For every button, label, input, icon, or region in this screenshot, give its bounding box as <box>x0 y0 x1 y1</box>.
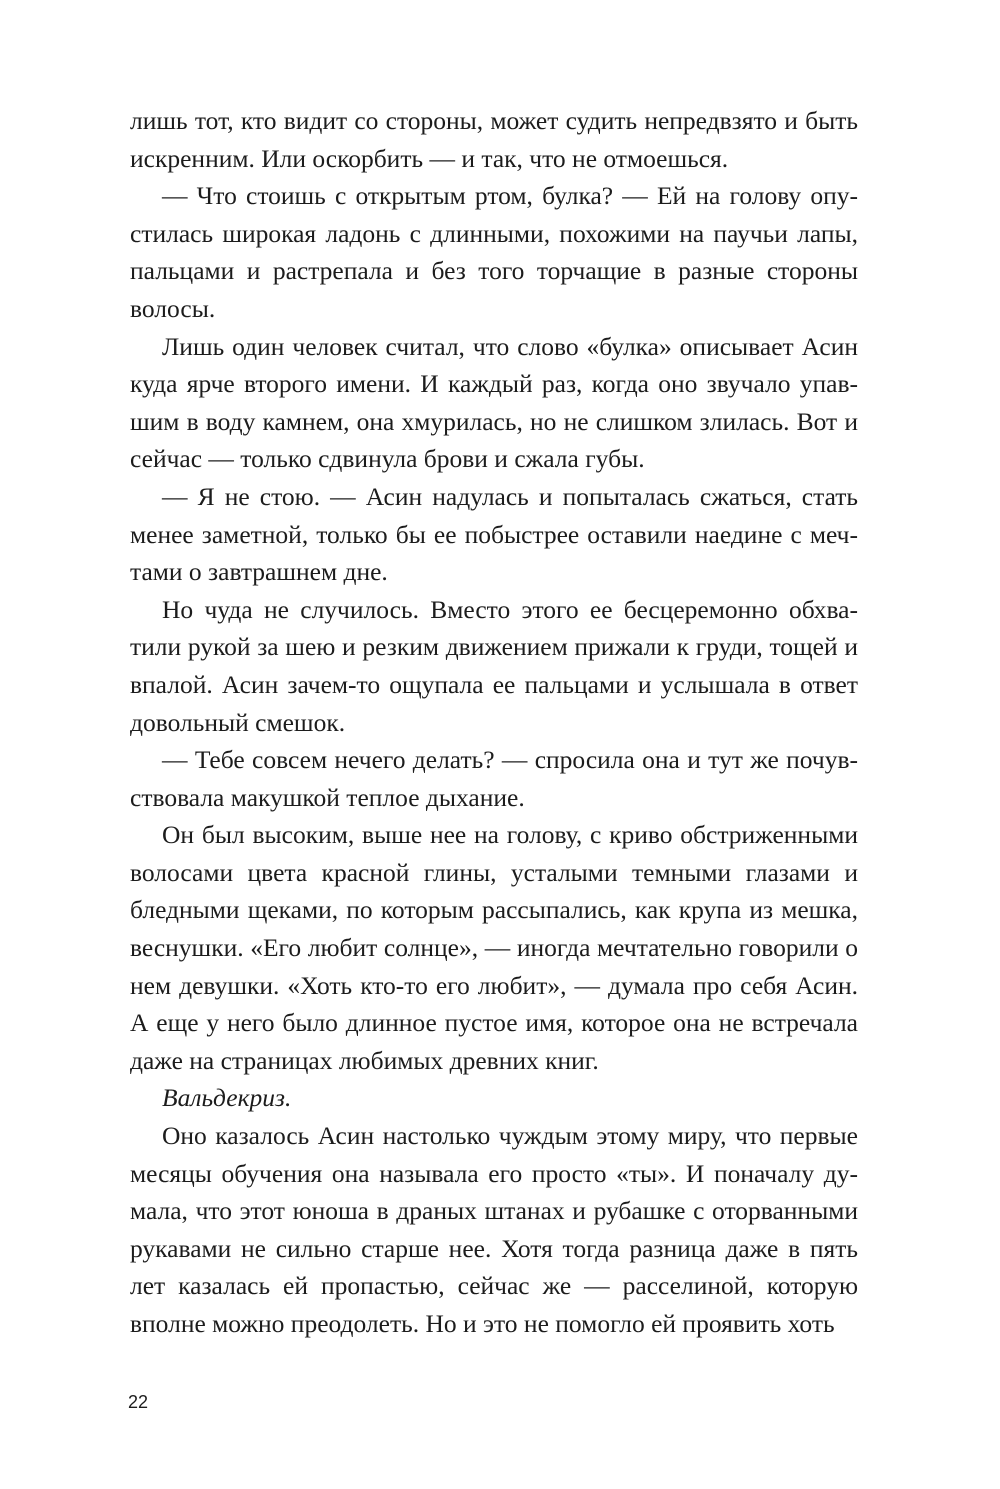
paragraph-9: Оно казалось Асин настолько чуждым этому миру, что первые месяцы обучения она называла его просто «ты». И поначалу думала, что этот юноша в драных штанах и рубашке с оторванными рукавами не сильно старше нее. Хотя тогда разница даже в пять лет казалась ей пропастью, сейчас же — расселиной, которую вполне можно преодолеть. Но и это не помогло ей проявить хоть <box>130 1121 858 1338</box>
paragraph-5: Но чуда не случилось. Вместо этого ее бесцеремонно обхватили рукой за шею и резким движением прижали к груди, тощей и впалой. Асин зачем-то ощупала ее пальцами и услышала в ответ довольный смешок. <box>130 594 858 737</box>
paragraph-1: лишь тот, кто видит со стороны, может судить непредвзято и быть искренним. Или оскорбить — и так, что не отмоешься. <box>130 106 858 173</box>
paragraph-7: Он был высоким, выше нее на голову, с криво обстриженными волосами цвета красной глины, усталыми темными глазами и бледными щеками, по которым рассыпались, как крупа из мешка, веснушки. «Его любит солнце», — иногда мечтательно говорили о нем девушки. «Хоть кто-то его любит», — думала про себя Асин. А еще у него было длинное пустое имя, которое она не встречала даже на страницах любимых древних книг. <box>130 820 858 1075</box>
body-text <box>130 102 858 1343</box>
paragraph-4: — Я не стою. — Асин надулась и попыталась сжаться, стать менее заметной, только бы ее побыстрее оставили наедине с мечтами о завтрашнем дне. <box>130 481 858 587</box>
paragraph-8-name: Вальдекриз. <box>162 1083 292 1113</box>
paragraph-2: — Что стоишь с открытым ртом, булка? — Ей на голову опустилась широкая ладонь с длинными, похожими на паучьи лапы, пальцами и растрепала и без того торчащие в разные стороны волосы. <box>130 181 858 323</box>
page-number: 22 <box>128 1392 149 1412</box>
paragraph-6: — Тебе совсем нечего делать? — спросила она и тут же почувствовала макушкой теплое дыхание. <box>130 745 858 812</box>
paragraph-3: Лишь один человек считал, что слово «булка» описывает Асин куда ярче второго имени. И каждый раз, когда оно звучало упавшим в воду камнем, она хмурилась, но не слишком злилась. Вот и сейчас — только сдвинула брови и сжала губы. <box>130 331 858 474</box>
